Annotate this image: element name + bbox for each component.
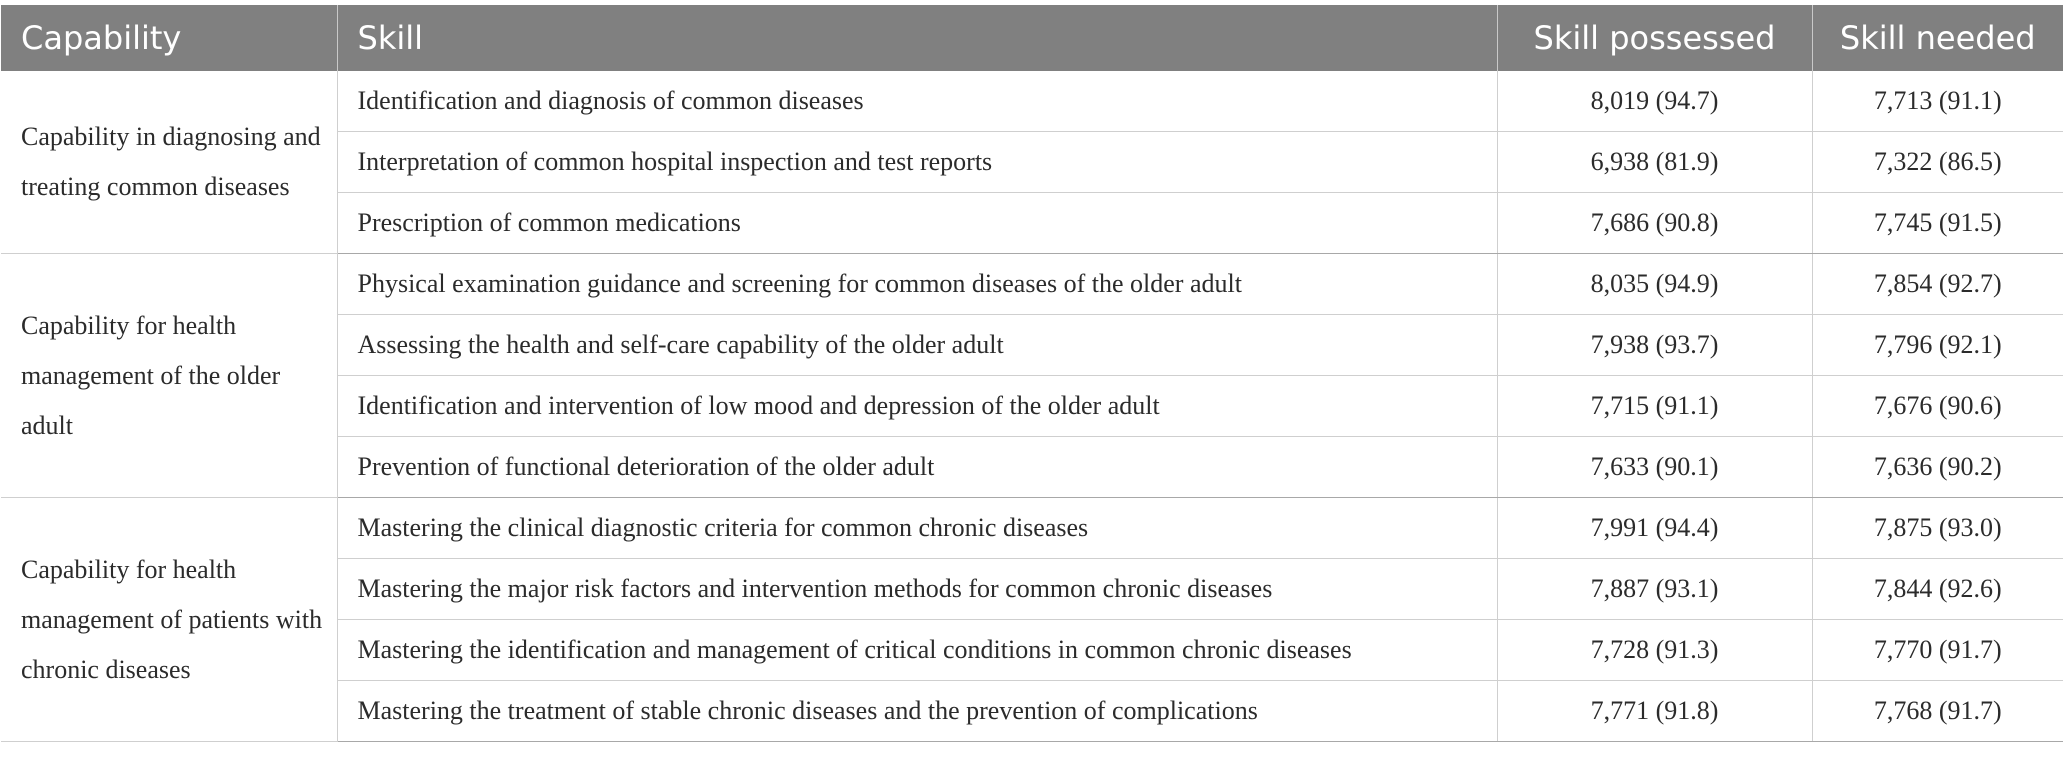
header-row [1, 5, 2063, 71]
skill-cell: Interpretation of common hospital inspection and test reports [337, 132, 1497, 193]
table-row [1, 71, 2063, 132]
needed-cell: 7,844 (92.6) [1812, 559, 2063, 620]
skill-cell: Identification and diagnosis of common diseases [337, 71, 1497, 132]
skill-cell: Identification and intervention of low mood and depression of the older adult [337, 376, 1497, 437]
skill-cell: Mastering the identification and management of critical conditions in common chronic diseases [337, 620, 1497, 681]
table-body [1, 71, 2063, 742]
needed-cell: 7,768 (91.7) [1812, 681, 2063, 742]
header-skill: Skill [337, 5, 1497, 71]
possessed-cell: 8,019 (94.7) [1497, 71, 1812, 132]
needed-cell: 7,796 (92.1) [1812, 315, 2063, 376]
possessed-cell: 6,938 (81.9) [1497, 132, 1812, 193]
skill-cell: Mastering the major risk factors and intervention methods for common chronic diseases [337, 559, 1497, 620]
possessed-cell: 7,771 (91.8) [1497, 681, 1812, 742]
header-skill-needed: Skill needed [1812, 5, 2063, 71]
needed-cell: 7,875 (93.0) [1812, 498, 2063, 559]
table-header [1, 5, 2063, 71]
skill-cell: Mastering the treatment of stable chronic diseases and the prevention of complications [337, 681, 1497, 742]
possessed-cell: 7,633 (90.1) [1497, 437, 1812, 498]
possessed-cell: 8,035 (94.9) [1497, 254, 1812, 315]
needed-cell: 7,770 (91.7) [1812, 620, 2063, 681]
needed-cell: 7,854 (92.7) [1812, 254, 2063, 315]
capability-cell: Capability for health management of patients with chronic diseases [1, 498, 337, 742]
table-container [1, 5, 2063, 742]
possessed-cell: 7,991 (94.4) [1497, 498, 1812, 559]
skill-cell: Mastering the clinical diagnostic criteria for common chronic diseases [337, 498, 1497, 559]
skill-cell: Physical examination guidance and screening for common diseases of the older adult [337, 254, 1497, 315]
capability-cell: Capability in diagnosing and treating common diseases [1, 71, 337, 254]
needed-cell: 7,713 (91.1) [1812, 71, 2063, 132]
possessed-cell: 7,686 (90.8) [1497, 193, 1812, 254]
skills-table [1, 5, 2063, 742]
possessed-cell: 7,887 (93.1) [1497, 559, 1812, 620]
table-row [1, 498, 2063, 559]
possessed-cell: 7,728 (91.3) [1497, 620, 1812, 681]
header-skill-possessed: Skill possessed [1497, 5, 1812, 71]
skill-cell: Assessing the health and self-care capability of the older adult [337, 315, 1497, 376]
table-row [1, 254, 2063, 315]
needed-cell: 7,745 (91.5) [1812, 193, 2063, 254]
possessed-cell: 7,715 (91.1) [1497, 376, 1812, 437]
needed-cell: 7,636 (90.2) [1812, 437, 2063, 498]
capability-cell: Capability for health management of the older adult [1, 254, 337, 498]
possessed-cell: 7,938 (93.7) [1497, 315, 1812, 376]
header-capability: Capability [1, 5, 337, 71]
skill-cell: Prescription of common medications [337, 193, 1497, 254]
needed-cell: 7,676 (90.6) [1812, 376, 2063, 437]
skill-cell: Prevention of functional deterioration of the older adult [337, 437, 1497, 498]
needed-cell: 7,322 (86.5) [1812, 132, 2063, 193]
